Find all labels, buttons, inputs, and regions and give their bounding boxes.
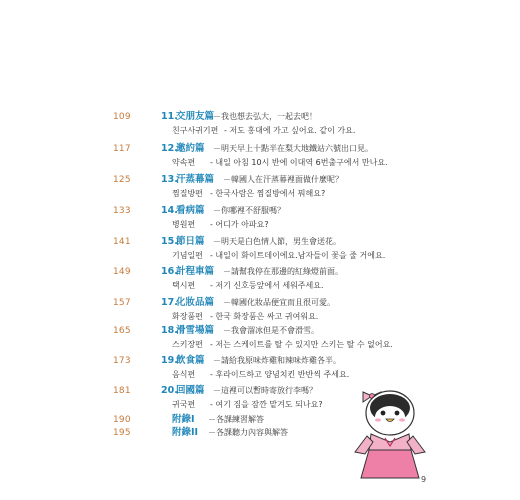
toc-korean-title: 친구사귀기편 <box>172 126 219 135</box>
toc-korean-title: 택시편 <box>172 281 196 290</box>
toc-korean-title: 약속편 <box>172 158 196 167</box>
toc-chinese-line: －我會溜冰但是不會滑雪。 <box>223 326 319 335</box>
toc-entry-12[interactable] <box>0 143 520 173</box>
toc-entry-14[interactable] <box>0 205 520 235</box>
toc-chinese-line: －請給我原味炸雞和辣味炸雞各半。 <box>213 356 341 365</box>
toc-korean-line: - 한국 화장품은 싸고 귀여워요. <box>210 312 319 321</box>
toc-chinese-line: －這裡可以暫時寄放行李嗎？ <box>213 386 317 395</box>
toc-chinese-line: －韓國化妝品便宜而且很可愛。 <box>223 298 335 307</box>
toc-page-ref: 195 <box>113 428 131 438</box>
toc-page-ref: 157 <box>113 298 131 308</box>
toc-number: 16. <box>161 266 178 277</box>
toc-chinese-line: －明天早上十點半在梨大地鐵站六號出口見。 <box>213 144 373 153</box>
toc-page-ref: 149 <box>113 267 131 277</box>
toc-title[interactable]: 邀約篇 <box>176 143 205 154</box>
toc-korean-title: 병원편 <box>172 220 196 229</box>
toc-korean-line: - 여기 짐을 잠깐 맡겨도 되나요? <box>210 400 323 409</box>
toc-page-ref: 181 <box>113 386 131 396</box>
toc-chinese-line: －韓國人在汗蒸幕裡面做什麼呢？ <box>223 175 343 184</box>
toc-chinese-line: －你哪裡不舒服嗎？ <box>213 206 285 215</box>
toc-number: 11. <box>161 111 178 122</box>
toc-entry-19[interactable] <box>0 355 520 385</box>
toc-page-ref: 165 <box>113 326 131 336</box>
toc-number: 17. <box>161 297 178 308</box>
toc-number: 19. <box>161 355 178 366</box>
toc-page-ref: 141 <box>113 237 131 247</box>
toc-page-ref: 117 <box>113 144 131 154</box>
toc-korean-line: - 한국사람은 찜질방에서 뭐해요? <box>210 189 326 198</box>
toc-title[interactable]: 看病篇 <box>176 205 205 216</box>
toc-number: 12. <box>161 143 178 154</box>
toc-page-ref: 190 <box>113 415 131 425</box>
toc-title[interactable]: 飲食篇 <box>176 355 205 366</box>
toc-korean-line: - 저기 신호등앞에서 세워주세요. <box>210 281 324 290</box>
toc-korean-line: - 내일이 화이트데이에요.남자들이 꽃을 줄 거에요. <box>210 251 386 260</box>
toc-entry-16[interactable] <box>0 266 520 296</box>
toc-number: 20. <box>161 385 178 396</box>
toc-chinese-line: －明天是白色情人節，男生會送花。 <box>213 237 341 246</box>
toc-korean-line: - 내일 아침 10시 반에 이대역 6번출구에서 만나요. <box>210 158 388 167</box>
toc-chinese-line: －請幫我停在那邊的紅綠燈前面。 <box>223 267 343 276</box>
toc-title[interactable]: 節日篇 <box>176 236 205 247</box>
toc-entry-17[interactable] <box>0 297 520 327</box>
toc-korean-line: - 저는 스케이트를 탈 수 있지만 스키는 탈 수 없어요. <box>210 340 393 349</box>
page-number: 9 <box>421 475 427 484</box>
toc-entry-18[interactable] <box>0 325 520 355</box>
toc-title[interactable]: 滑雪場篇 <box>176 325 215 336</box>
toc-title[interactable]: 交朋友篇 <box>176 111 215 122</box>
toc-entry-11[interactable] <box>0 111 520 141</box>
toc-korean-title: 찜질방편 <box>172 189 203 198</box>
toc-korean-title: 기념일편 <box>172 251 203 260</box>
toc-appendix-desc: －各課聽力內容與解答 <box>208 428 288 437</box>
toc-number: 14. <box>161 205 178 216</box>
toc-korean-title: 귀국편 <box>172 400 196 409</box>
toc-page-ref: 133 <box>113 206 131 216</box>
toc-entry-13[interactable] <box>0 174 520 204</box>
toc-number: 15. <box>161 236 178 247</box>
penguin-mascot-icon <box>345 380 435 480</box>
toc-appendix-desc: －各課練習解答 <box>208 415 264 424</box>
toc-korean-title: 화장품편 <box>172 312 203 321</box>
toc-number: 18. <box>161 325 178 336</box>
toc-appendix-2[interactable] <box>0 427 520 441</box>
toc-entry-15[interactable] <box>0 236 520 266</box>
toc-appendix-1[interactable] <box>0 414 520 428</box>
toc-korean-line: - 어디가 아파요? <box>210 220 269 229</box>
toc-page-ref: 109 <box>113 112 131 122</box>
toc-appendix-title[interactable]: 附錄I <box>172 414 195 425</box>
toc-appendix-title[interactable]: 附錄II <box>172 427 199 438</box>
toc-korean-title: 스키장편 <box>172 340 203 349</box>
toc-title[interactable]: 計程車篇 <box>176 266 215 277</box>
toc-number: 13. <box>161 174 178 185</box>
toc-page-ref: 173 <box>113 356 131 366</box>
toc-korean-line: - 저도 홍대에 가고 싶어요. 같이 가요. <box>224 126 356 135</box>
toc-page-ref: 125 <box>113 175 131 185</box>
toc-chinese-line: －我也想去弘大，一起去吧！ <box>213 112 317 121</box>
toc-title[interactable]: 回國篇 <box>176 385 205 396</box>
toc-korean-title: 음식편 <box>172 370 196 379</box>
toc-title[interactable]: 汗蒸幕篇 <box>176 174 215 185</box>
toc-title[interactable]: 化妝品篇 <box>176 297 215 308</box>
toc-entry-20[interactable] <box>0 385 520 415</box>
toc-korean-line: - 후라이드하고 양념치킨 반반씩 주세요. <box>210 370 350 379</box>
